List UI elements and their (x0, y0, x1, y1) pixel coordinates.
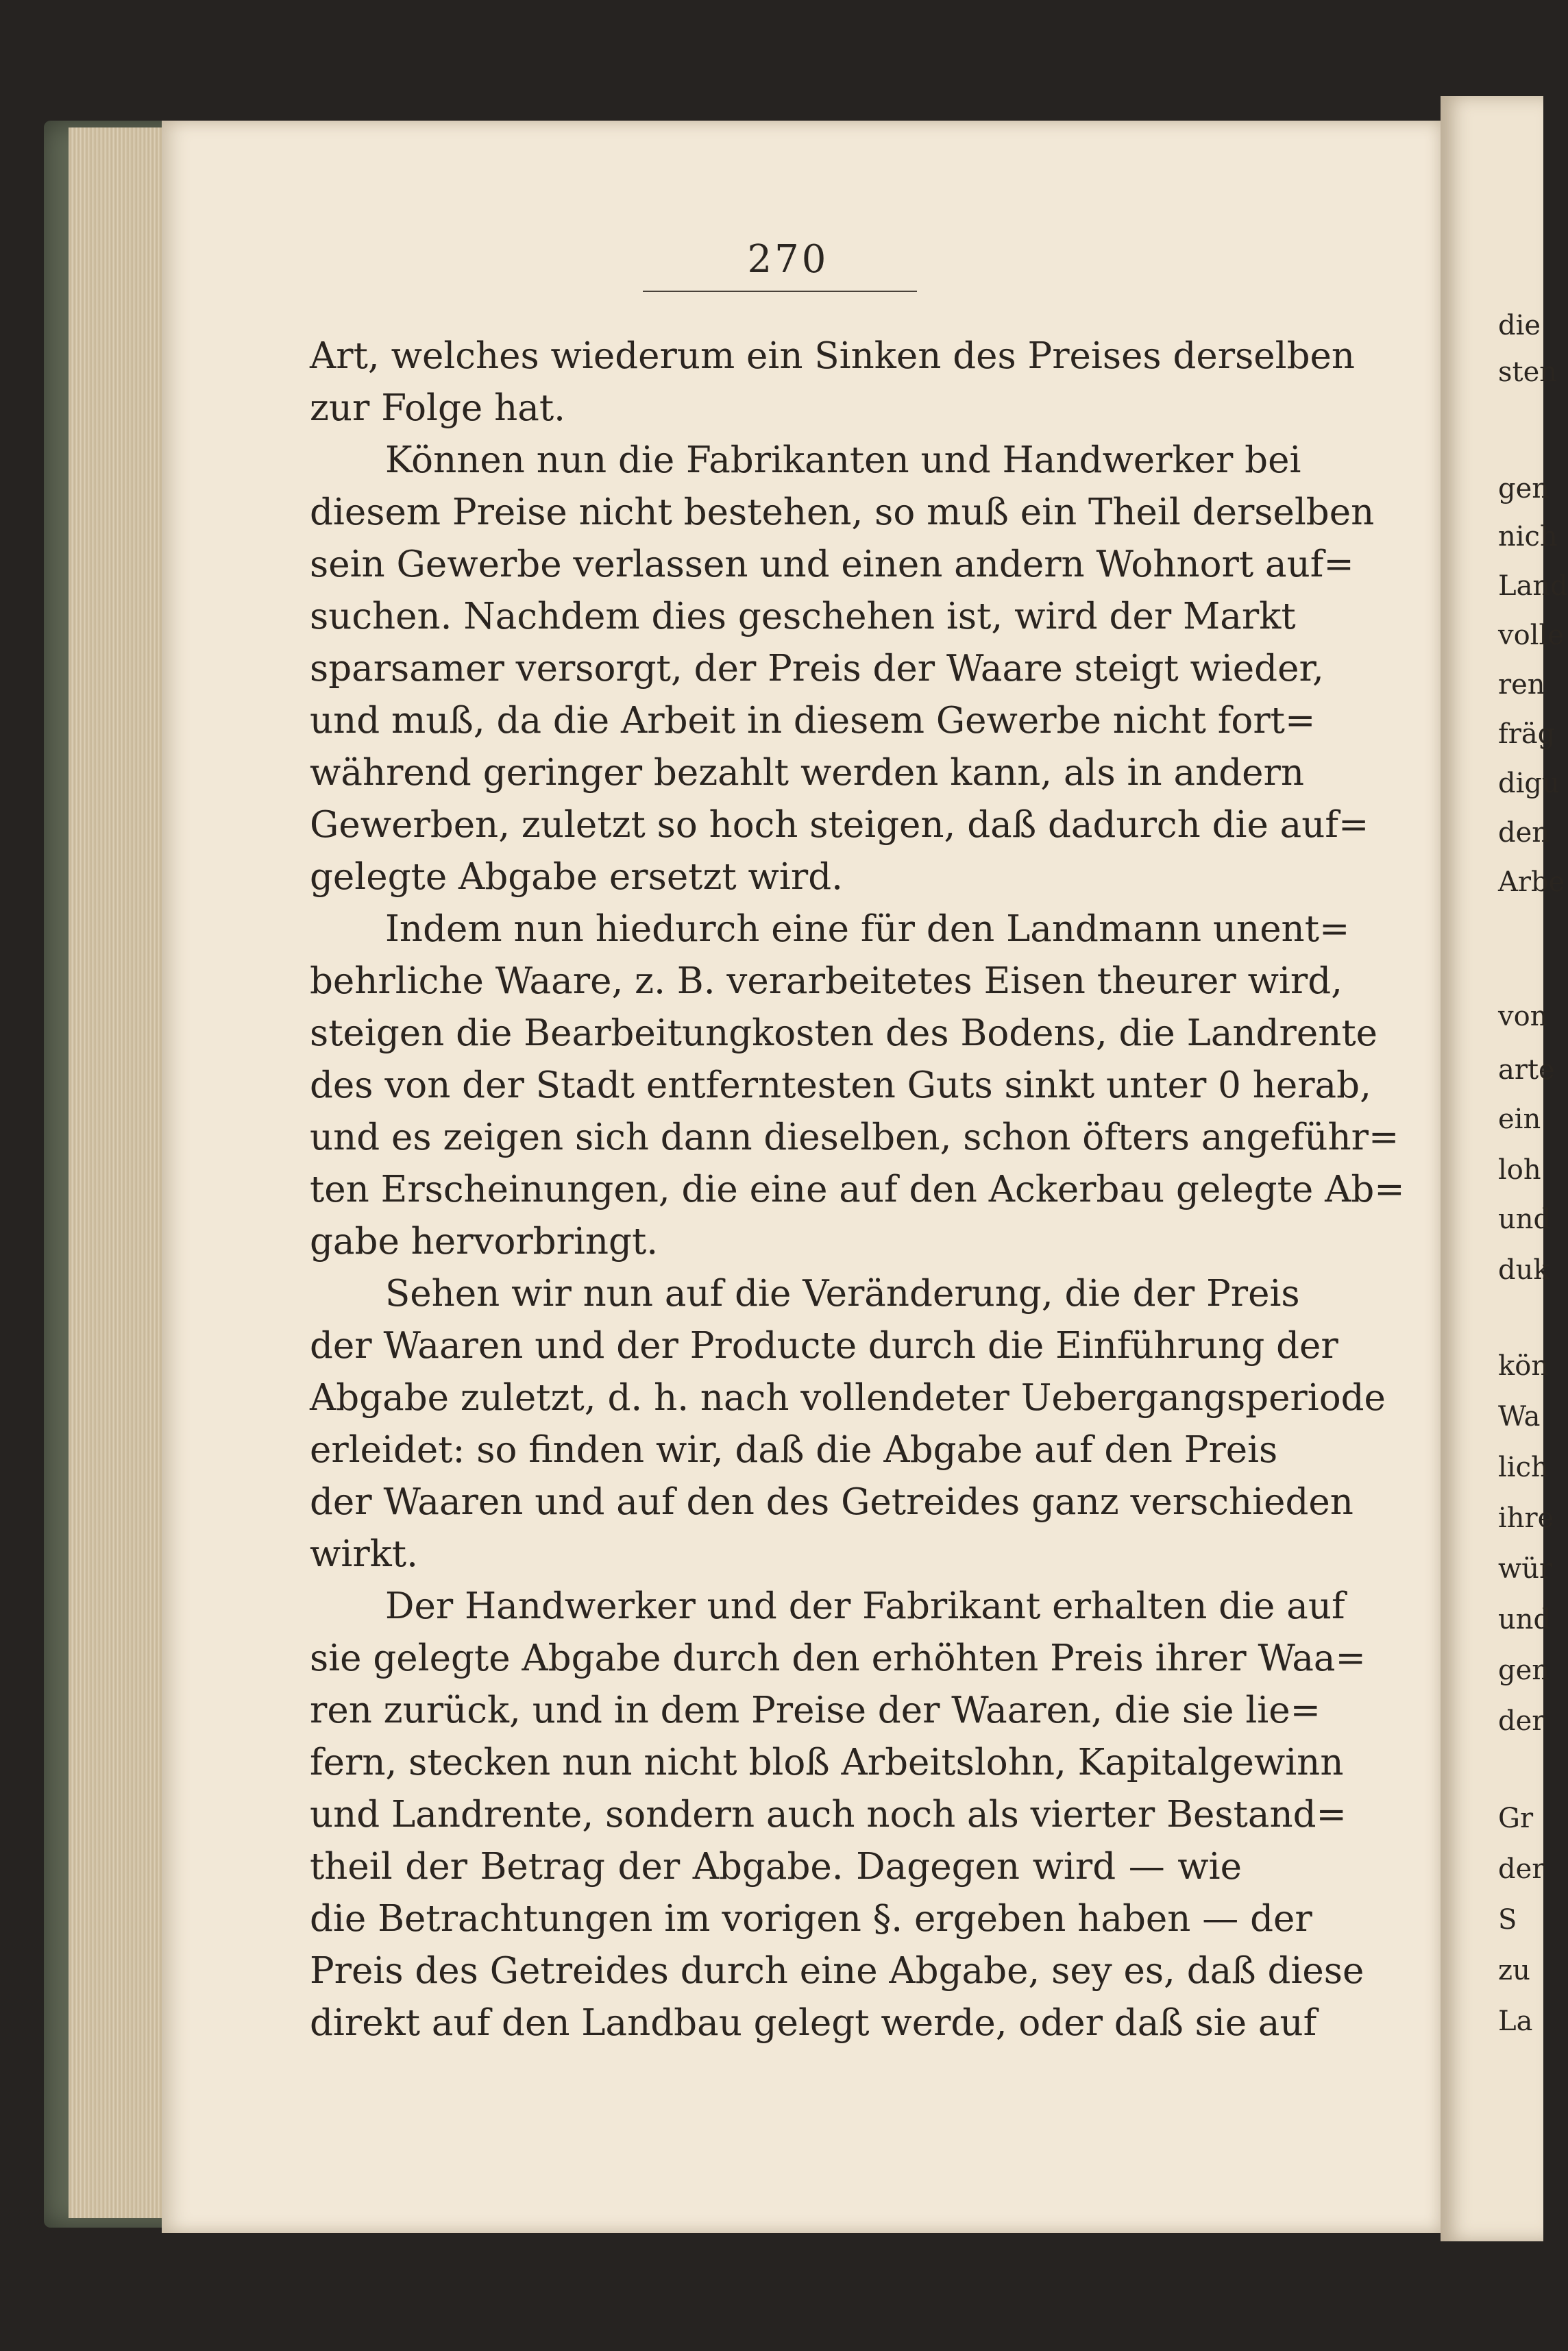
text-line: die Betrachtungen im vorigen §. ergeben haben — der (310, 1898, 1312, 1940)
text-line: Können nun die Fabrikanten und Handwerker bei (385, 439, 1301, 481)
facing-text-fragment: digu (1498, 768, 1560, 799)
text-line: fern, stecken nun nicht bloß Arbeitslohn, Kapitalgewinn (310, 1742, 1344, 1783)
page-edges (69, 127, 166, 2218)
text-line: Preis des Getreides durch eine Abgabe, sey es, daß diese (310, 1950, 1364, 1992)
facing-text-fragment: wür (1498, 1553, 1553, 1585)
facing-text-fragment: und (1498, 1604, 1552, 1635)
facing-text-fragment: zu (1498, 1955, 1530, 1986)
text-line: Indem nun hiedurch eine für den Landmann unent= (385, 908, 1350, 950)
facing-text-fragment: kön (1498, 1350, 1549, 1382)
text-line: der Waaren und der Producte durch die Einführung der (310, 1325, 1338, 1367)
facing-text-fragment: S (1498, 1904, 1517, 1936)
facing-text-fragment: fräg (1498, 718, 1556, 750)
facing-text-fragment: ein (1498, 1104, 1541, 1135)
text-line: Abgabe zuletzt, d. h. nach vollendeter Uebergangsperiode (310, 1377, 1386, 1419)
text-line: zur Folge hat. (310, 387, 565, 429)
facing-text-fragment: Land (1498, 570, 1568, 602)
body-text (310, 330, 1405, 2049)
facing-text-fragment: duk (1498, 1254, 1550, 1286)
text-line: sein Gewerbe verlassen und einen andern Wohnort auf= (310, 544, 1354, 585)
text-line: der Waaren und auf den des Getreides ganz verschieden (310, 1481, 1353, 1523)
text-line: Art, welches wiederum ein Sinken des Preises derselben (310, 335, 1356, 377)
text-line: gabe hervorbringt. (310, 1221, 659, 1263)
facing-text-fragment: die (1498, 310, 1541, 341)
text-line: sparsamer versorgt, der Preis der Waare steigt wieder, (310, 648, 1324, 690)
facing-text-fragment: der (1498, 1705, 1545, 1737)
text-line: Sehen wir nun auf die Veränderung, die der Preis (385, 1273, 1300, 1315)
facing-text-fragment: ihre (1498, 1502, 1554, 1534)
facing-text-fragment: Wa (1498, 1401, 1541, 1433)
text-line: suchen. Nachdem dies geschehen ist, wird der Markt (310, 596, 1296, 637)
text-line: des von der Stadt entferntesten Guts sinkt unter 0 herab, (310, 1064, 1371, 1106)
text-line: diesem Preise nicht bestehen, so muß ein Theil derselben (310, 491, 1375, 533)
facing-text-fragment: sten (1498, 356, 1558, 388)
facing-text-fragment: ren (1498, 669, 1545, 701)
text-line: ten Erscheinungen, die eine auf den Ackerbau gelegte Ab= (310, 1169, 1405, 1210)
facing-text-fragment: Arbe (1498, 866, 1565, 898)
facing-text-fragment: loh (1498, 1154, 1541, 1186)
text-line: behrliche Waare, z. B. verarbeitetes Eisen theurer wird, (310, 960, 1343, 1002)
text-line: sie gelegte Abgabe durch den erhöhten Preis ihrer Waa= (310, 1637, 1366, 1679)
facing-text-fragment: lich (1498, 1452, 1549, 1483)
facing-text-fragment: gen (1498, 473, 1550, 504)
text-line: ren zurück, und in dem Preise der Waaren, die sie lie= (310, 1690, 1321, 1731)
text-line: gelegte Abgabe ersetzt wird. (310, 856, 843, 898)
text-line: Gewerben, zuletzt so hoch steigen, daß dadurch die auf= (310, 804, 1369, 846)
facing-text-fragment: Gr (1498, 1803, 1534, 1834)
text-line: steigen die Bearbeitungkosten des Bodens, die Landrente (310, 1012, 1377, 1054)
facing-text-fragment: La (1498, 2006, 1533, 2037)
header-rule (643, 291, 917, 292)
facing-page-edge (1441, 96, 1568, 2241)
page-number: 270 (747, 237, 829, 282)
text-line: direkt auf den Landbau gelegt werde, oder daß sie auf (310, 2002, 1317, 2044)
facing-text-fragment: arte (1498, 1054, 1555, 1086)
text-line: erleidet: so finden wir, daß die Abgabe auf den Preis (310, 1429, 1278, 1471)
text-line: wirkt. (310, 1533, 418, 1575)
facing-text-fragment: der (1498, 1853, 1545, 1885)
facing-text-fragment: den (1498, 817, 1550, 849)
text-line: und muß, da die Arbeit in diesem Gewerbe nicht fort= (310, 700, 1316, 742)
facing-text-fragment: gen (1498, 1655, 1550, 1686)
facing-text-fragment: volle (1498, 620, 1564, 651)
text-line: theil der Betrag der Abgabe. Dagegen wird — wie (310, 1846, 1242, 1888)
text-line: während geringer bezahlt werden kann, als in andern (310, 752, 1304, 794)
text-line: Der Handwerker und der Fabrikant erhalten die auf (385, 1585, 1345, 1627)
facing-text-fragment: und (1498, 1204, 1552, 1235)
facing-text-fragment: von (1498, 1001, 1548, 1032)
text-line: und Landrente, sondern auch noch als vierter Bestand= (310, 1794, 1347, 1836)
facing-text-fragment: nich (1498, 521, 1558, 552)
text-line: und es zeigen sich dann dieselben, schon öfters angeführ= (310, 1117, 1399, 1158)
